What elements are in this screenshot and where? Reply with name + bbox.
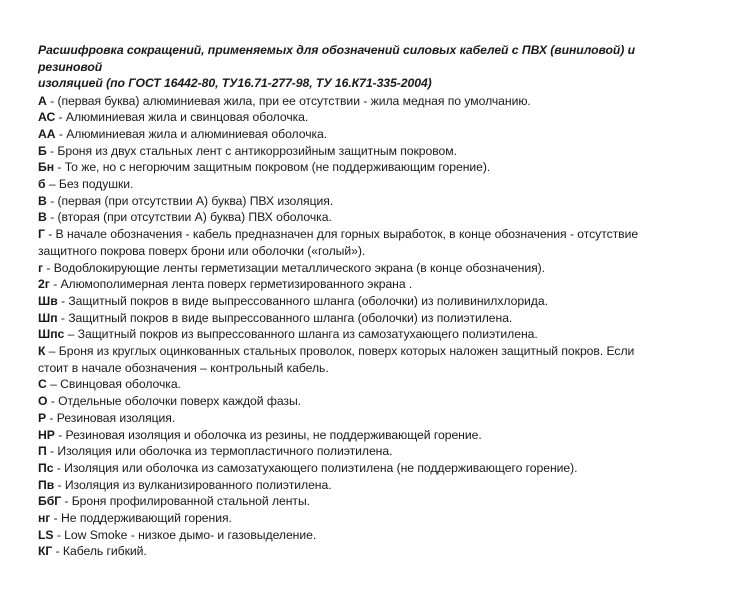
- document: [38, 42, 698, 560]
- abbreviation-description: - Не поддерживающий горения.: [50, 511, 232, 526]
- list-item: [38, 176, 698, 193]
- abbreviation: Шпс: [38, 327, 65, 342]
- list-item: [38, 477, 698, 494]
- abbreviation-description: стоит в начале обозначения – контрольный кабель.: [38, 360, 329, 375]
- abbreviation: LS: [38, 527, 54, 542]
- list-item: [38, 260, 698, 277]
- abbreviation-description: - Защитный покров в виде выпрессованного шланга (оболочки) из полиэтилена.: [57, 310, 513, 325]
- list-item: [38, 143, 698, 160]
- list-item: [38, 543, 698, 560]
- list-item: [38, 93, 698, 110]
- abbreviation-description: - Защитный покров в виде выпрессованного шланга (оболочки) из поливинилхлорида.: [57, 293, 548, 308]
- list-item: [38, 109, 698, 126]
- list-item: [38, 293, 698, 310]
- list-item-continuation: [38, 360, 698, 377]
- list-item: [38, 443, 698, 460]
- list-item: [38, 310, 698, 327]
- list-item: [38, 326, 698, 343]
- abbreviation-description: - В начале обозначения - кабель предназначен для горных выработок, в конце обозначения - отсутствие: [44, 227, 639, 242]
- abbreviation-list: [38, 93, 698, 561]
- list-item: [38, 226, 698, 243]
- abbreviation-description: защитного покрова поверх брони или оболочки («голый»).: [38, 243, 366, 258]
- abbreviation: КГ: [38, 544, 53, 559]
- list-item: [38, 527, 698, 544]
- abbreviation: С: [38, 377, 47, 392]
- abbreviation-description: - Кабель гибкий.: [52, 544, 147, 559]
- abbreviation-description: - (вторая (при отсутствии А) буква) ПВХ оболочка.: [46, 210, 332, 225]
- abbreviation: В: [38, 210, 47, 225]
- abbreviation-description: - Low Smoke - низкое дымо- и газовыделение.: [53, 527, 317, 542]
- abbreviation-description: - Изоляция или оболочка из термопластичного полиэтилена.: [46, 444, 393, 459]
- abbreviation: Г: [38, 227, 45, 242]
- abbreviation-description: - (первая буква) алюминиевая жила, при ее отсутствии - жила медная по умолчанию.: [46, 93, 531, 108]
- abbreviation-description: - Алюмополимерная лента поверх герметизированного экрана .: [49, 277, 413, 292]
- abbreviation: НР: [38, 427, 55, 442]
- list-item: [38, 193, 698, 210]
- abbreviation-description: - Отдельные оболочки поверх каждой фазы.: [47, 394, 302, 409]
- abbreviation-description: - Алюминиевая жила и свинцовая оболочка.: [55, 110, 309, 125]
- list-item: [38, 376, 698, 393]
- list-item: [38, 276, 698, 293]
- abbreviation: Бн: [38, 160, 55, 175]
- abbreviation: б: [38, 177, 46, 192]
- abbreviation: Шв: [38, 293, 58, 308]
- abbreviation: Пс: [38, 460, 54, 475]
- abbreviation: 2г: [38, 277, 50, 292]
- abbreviation-description: - Водоблокирующие ленты герметизации металлического экрана (в конце обозначения).: [43, 260, 545, 275]
- list-item: [38, 126, 698, 143]
- abbreviation: АС: [38, 110, 56, 125]
- list-item: [38, 493, 698, 510]
- abbreviation: Б: [38, 143, 47, 158]
- abbreviation: г: [38, 260, 44, 275]
- list-item-continuation: [38, 243, 698, 260]
- abbreviation: Пв: [38, 477, 55, 492]
- abbreviation: Р: [38, 410, 47, 425]
- list-item: [38, 460, 698, 477]
- list-item: [38, 427, 698, 444]
- document-title: [38, 42, 698, 92]
- list-item: [38, 410, 698, 427]
- abbreviation: АА: [38, 126, 56, 141]
- list-item: [38, 159, 698, 176]
- abbreviation: К: [38, 344, 46, 359]
- abbreviation-description: – Броня из круглых оцинкованных стальных проволок, поверх которых наложен защитный покров. Если: [45, 344, 635, 359]
- list-item: [38, 393, 698, 410]
- abbreviation-description: - (первая (при отсутствии А) буква) ПВХ изоляция.: [46, 193, 334, 208]
- list-item: [38, 209, 698, 226]
- abbreviation-description: - Изоляция или оболочка из самозатухающего полиэтилена (не поддерживающего горение).: [53, 460, 578, 475]
- abbreviation: П: [38, 444, 47, 459]
- abbreviation: Шп: [38, 310, 58, 325]
- list-item: [38, 343, 698, 360]
- abbreviation: нг: [38, 511, 51, 526]
- abbreviation-description: – Без подушки.: [45, 177, 134, 192]
- abbreviation-description: - Резиновая изоляция и оболочка из резины, не поддерживающей горение.: [54, 427, 482, 442]
- abbreviation: А: [38, 93, 47, 108]
- abbreviation-description: – Защитный покров из выпрессованного шланга из самозатухающего полиэтилена.: [64, 327, 538, 342]
- abbreviation-description: - То же, но с негорючим защитным покровом (не поддерживающим горение).: [54, 160, 491, 175]
- abbreviation-description: - Резиновая изоляция.: [46, 410, 176, 425]
- title-line-2: изоляцией (по ГОСТ 16442-80, ТУ16.71-277-98, ТУ 16.К71-335-2004): [38, 76, 432, 90]
- abbreviation: О: [38, 394, 48, 409]
- abbreviation-description: - Броня профилированной стальной ленты.: [61, 494, 310, 509]
- abbreviation: БбГ: [38, 494, 62, 509]
- abbreviation-description: - Изоляция из вулканизированного полиэтилена.: [54, 477, 332, 492]
- title-line-1: Расшифровка сокращений, применяемых для обозначений силовых кабелей с ПВХ (виниловой) и резиновой: [38, 43, 635, 74]
- abbreviation: В: [38, 193, 47, 208]
- abbreviation-description: - Броня из двух стальных лент с антикоррозийным защитным покровом.: [46, 143, 457, 158]
- list-item: [38, 510, 698, 527]
- abbreviation-description: – Свинцовая оболочка.: [46, 377, 181, 392]
- abbreviation-description: - Алюминиевая жила и алюминиевая оболочка.: [55, 126, 328, 141]
